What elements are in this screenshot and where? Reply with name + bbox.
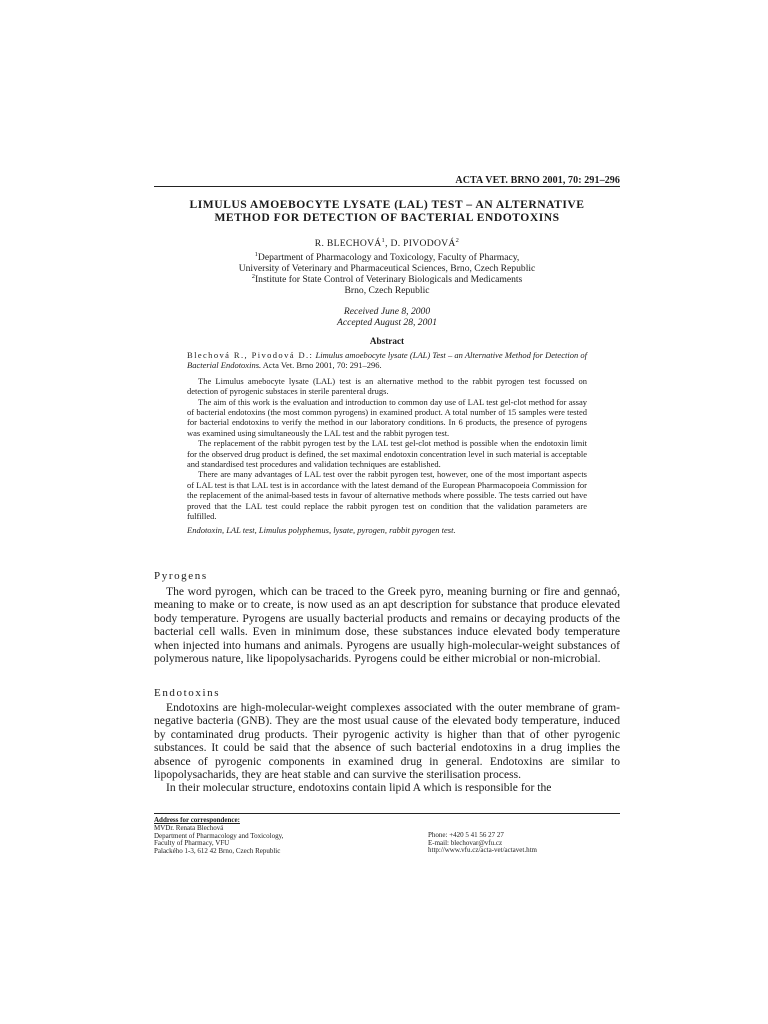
citation-title: Limulus amoebocyte lysate (LAL) Test – an Alternative Method for Detection of Bacterial Endotoxins. <box>187 350 587 371</box>
affiliation-mark: 1 <box>254 251 258 258</box>
address-line: Department of Pharmacology and Toxicology, <box>154 831 284 840</box>
phone-line: Phone: +420 5 41 56 27 27 <box>428 831 504 839</box>
citation-authors: Blechová R., Pivodová D.: <box>187 350 314 360</box>
abstract <box>187 350 587 535</box>
address-line: MVDr. Renata Blechová <box>154 824 224 832</box>
abstract-paragraph: The Limulus amebocyte lysate (LAL) test is an alternative method to the rabbit pyrogen test focussed on detection of pyrogenic substaces in sterile parenteral drugs. <box>187 375 587 397</box>
correspondence-address <box>154 825 414 855</box>
url-line: http://www.vfu.cz/acta-vet/actavet.htm <box>428 846 537 855</box>
body-paragraph: Endotoxins are high-molecular-weight complexes associated with the outer membrane of gram-negative bacteria (GNB). They are the most usual cause of the elevated body temperature, induced by contaminated drug products. Their pyrogenic activity is higher than that of other pyrogenic substances. It could be said that the absence of such bacterial endotoxins in a drug implies the absence of pyrogenic components in examined drug in general. Endotoxins are similar to lipopolysacharids, they are heat stable and can survive the sterilisation process. <box>154 701 620 782</box>
correspondence-contact <box>428 832 618 855</box>
author-name: R. BLECHOVÁ <box>314 238 382 249</box>
author-affiliation-mark: 1 <box>381 237 386 244</box>
citation-source: Acta Vet. Brno 2001, 70: 291–296. <box>261 360 382 371</box>
affiliation-line: Brno, Czech Republic <box>344 285 430 296</box>
abstract-heading: Abstract <box>369 336 405 346</box>
affiliation-mark: 2 <box>251 273 255 280</box>
section-body <box>154 701 620 795</box>
keywords: Endotoxin, LAL test, Limulus polyphemus, lysate, pyrogen, rabbit pyrogen test. <box>187 524 456 535</box>
received-date: Received June 8, 2000 <box>343 306 431 317</box>
accepted-date: Accepted August 28, 2001 <box>336 317 437 328</box>
affiliation-text: Institute for State Control of Veterinary Biologicals and Medicaments <box>254 274 523 285</box>
section-heading: Pyrogens <box>154 570 208 582</box>
author-name: D. PIVODOVÁ <box>390 238 456 249</box>
author-separator: , <box>385 238 391 249</box>
article-title <box>154 198 620 224</box>
footnote-rule <box>154 813 620 814</box>
body-paragraph: In their molecular structure, endotoxins contain lipid A which is responsible for the <box>166 781 552 795</box>
header-rule <box>154 186 620 187</box>
title-line: LIMULUS AMOEBOCYTE LYSATE (LAL) TEST – AN ALTERNATIVE <box>189 198 585 211</box>
affiliation-line: University of Veterinary and Pharmaceutical Sciences, Brno, Czech Republic <box>238 263 536 274</box>
section-body <box>154 585 620 665</box>
abstract-citation <box>187 350 587 371</box>
abstract-paragraph: There are many advantages of LAL test over the rabbit pyrogen test, however, one of the most important aspects of LAL test is that LAL test is in accordance with the latest demand of the European Pharmacopoeia Commission for the replacement of the animal-based tests in favour of alternative methods where possible. The tests carried out have proved that the LAL test could replace the rabbit pyrogen test on condition that the validation parameters are fulfilled. <box>187 469 587 522</box>
address-line: Faculty of Pharmacy, VFU <box>154 839 230 848</box>
author-list <box>154 238 620 250</box>
running-head: ACTA VET. BRNO 2001, 70: 291–296 <box>455 175 620 186</box>
title-line: METHOD FOR DETECTION OF BACTERIAL ENDOTOXINS <box>214 211 560 224</box>
affiliation-line <box>154 274 620 285</box>
correspondence-heading: Address for correspondence: <box>154 816 240 824</box>
affiliations <box>154 252 620 296</box>
abstract-paragraph: The aim of this work is the evaluation and introduction to common day use of LAL test gel-clot method for assay of bacterial endotoxins (the most common pyrogens) in examined product. A total number of 15 samples were tested for bacterial endotoxins to verify the method in our laboratory conditions. In 6 products, the presence of pyrogens was examined using simultaneously the LAL test and the rabbit pyrogen test. <box>187 396 587 438</box>
article-dates <box>154 306 620 328</box>
address-line: Palackého 1-3, 612 42 Brno, Czech Republic <box>154 846 281 855</box>
body-paragraph: The word pyrogen, which can be traced to the Greek pyro, meaning burning or fire and gennaó, meaning to make or to create, is now used as an apt description for substance that produce elevated body temperature. Pyrogens are usually bacterial products and remains or decaying products of the bacterial cell walls. Even in minimum dose, these substances induce elevated body temperature when injected into humans and animals. Pyrogens are usually high-molecular-weight substances of polymerous nature, like lipopolysacharids. Pyrogens could be either microbial or non-microbial. <box>154 585 620 666</box>
abstract-paragraph: The replacement of the rabbit pyrogen test by the LAL test gel-clot method is possible when the endotoxin limit for the observed drug product is defined, the set maximal endotoxin concentration level in such material is acceptable and standardised test procedures and validation techniques are established. <box>187 438 587 470</box>
affiliation-line <box>154 252 620 263</box>
affiliation-text: Department of Pharmacology and Toxicology, Faculty of Pharmacy, <box>257 252 520 263</box>
email-line: E-mail: blechovar@vfu.cz <box>428 838 503 847</box>
section-heading: Endotoxins <box>154 687 221 699</box>
author-affiliation-mark: 2 <box>455 237 460 244</box>
